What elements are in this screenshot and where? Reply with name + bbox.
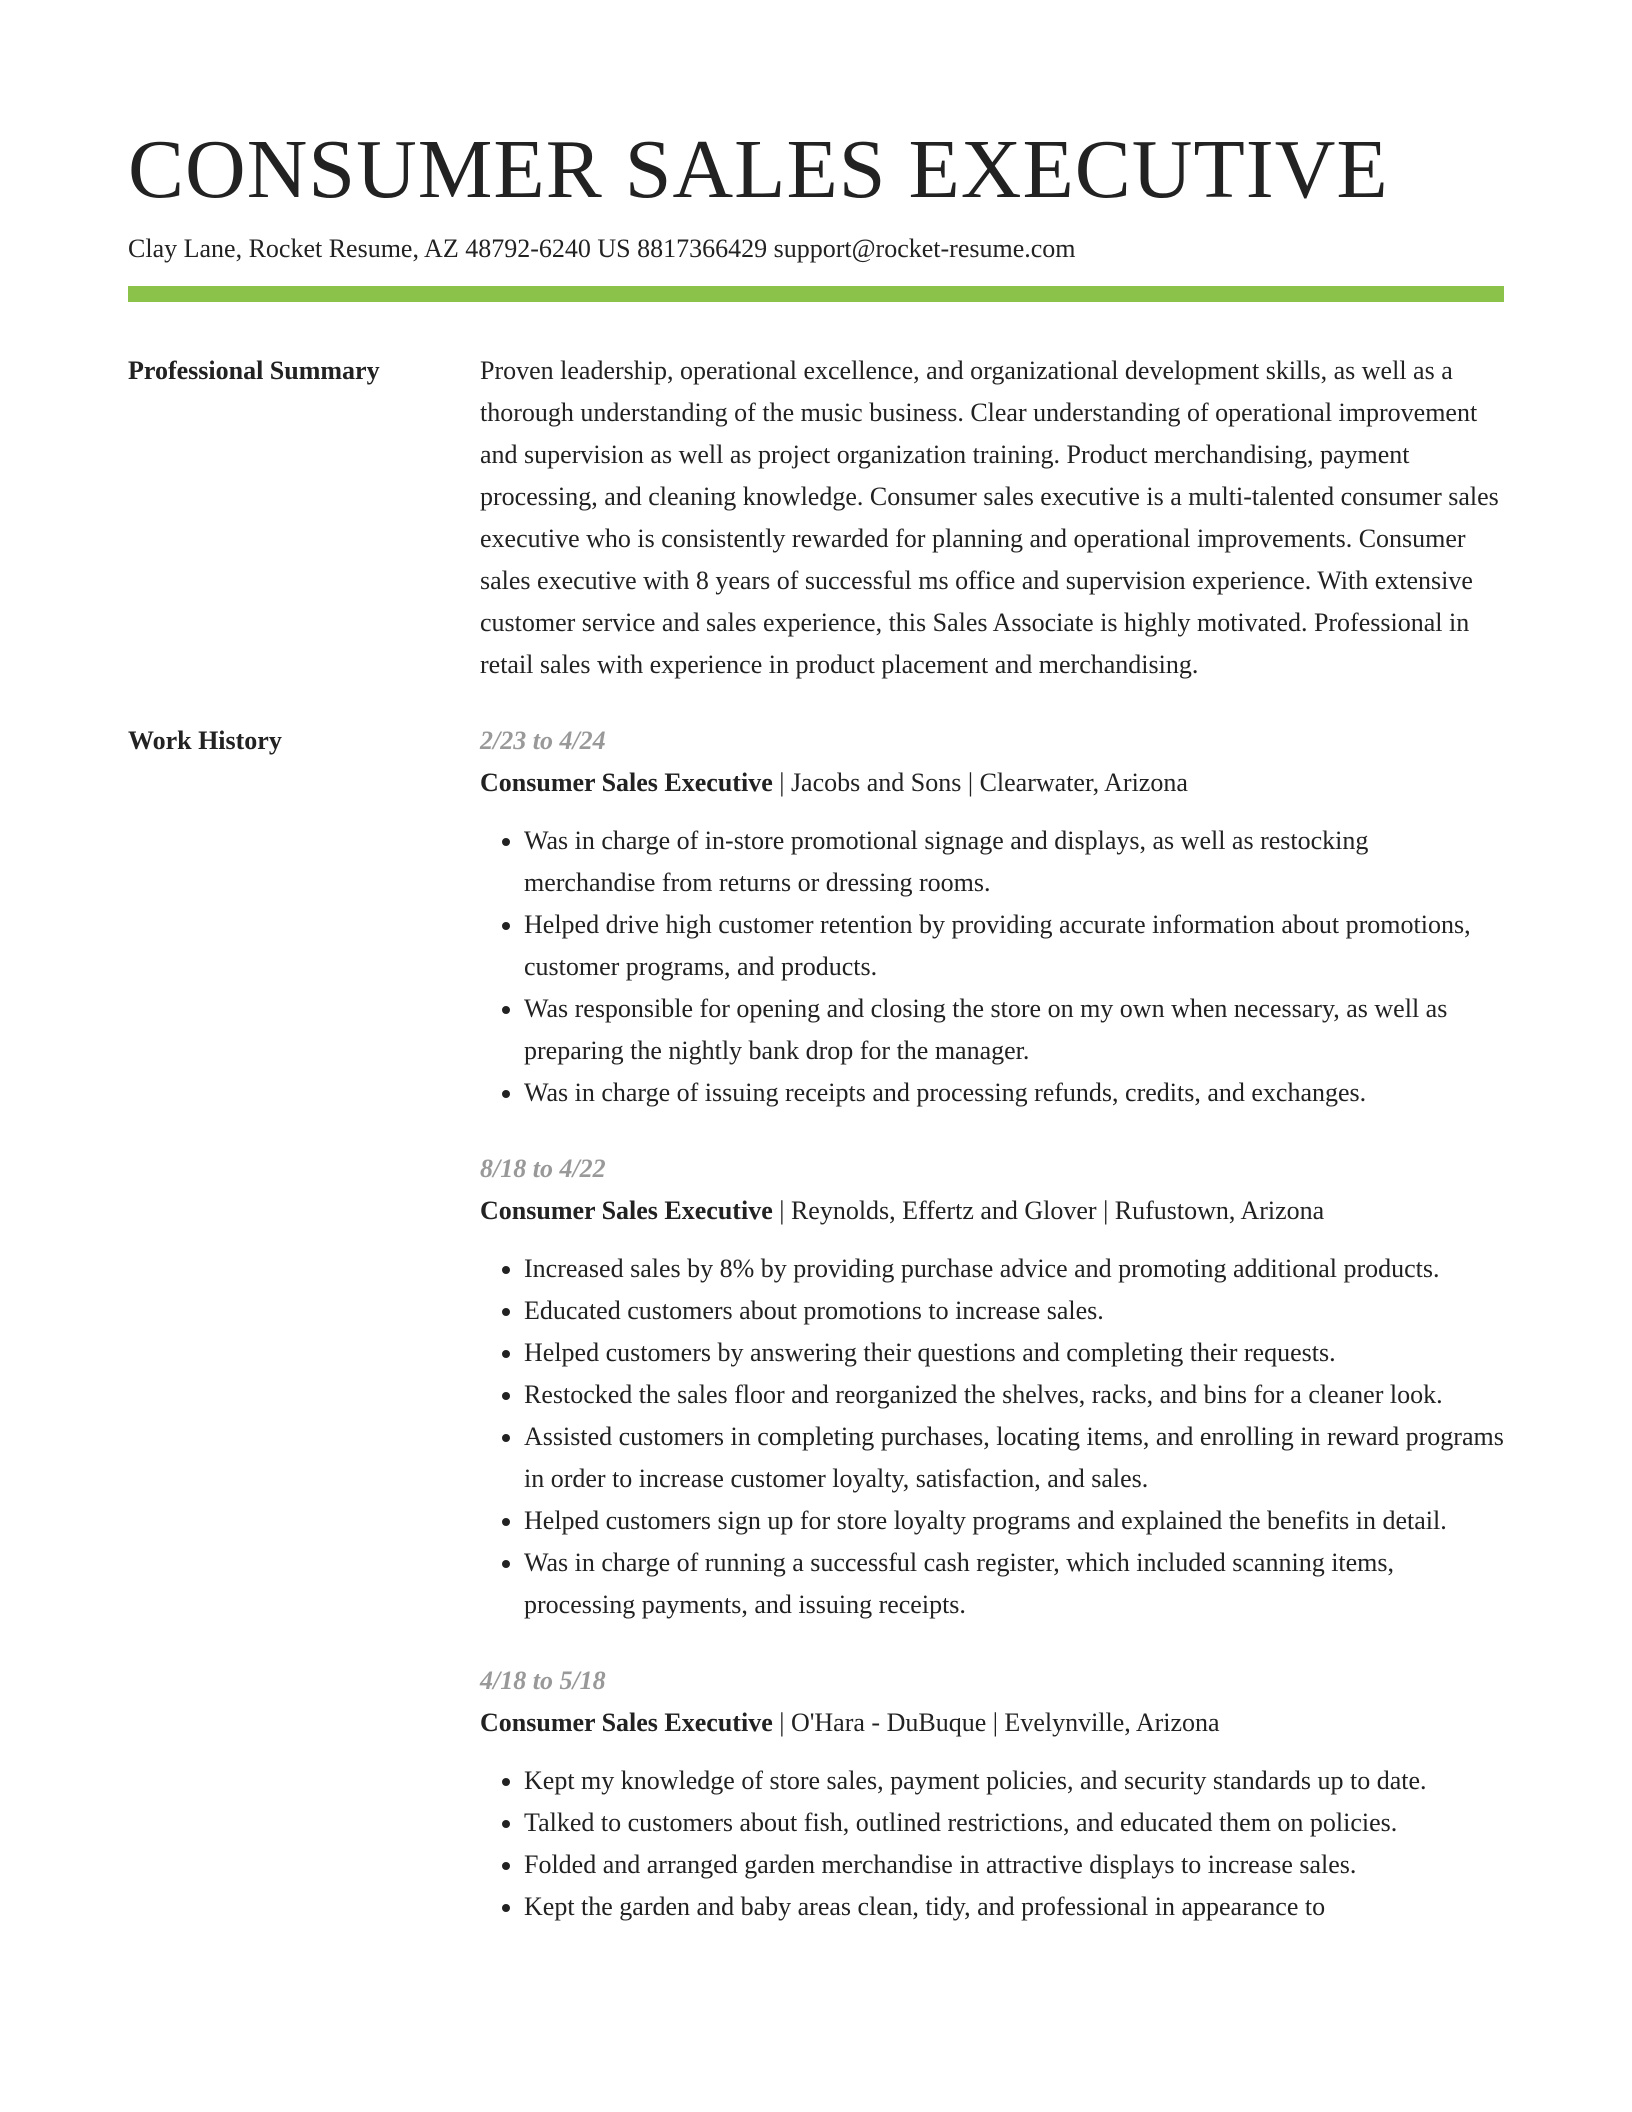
- job-title: Consumer Sales Executive: [480, 768, 773, 797]
- job-company-location: | Jacobs and Sons | Clearwater, Arizona: [772, 768, 1188, 797]
- job-bullet-list: [480, 820, 1504, 1114]
- job-bullet: • Assisted customers in completing purchases, locating items, and enrolling in reward programs in order to increase customer loyalty, satisfaction, and sales.: [524, 1416, 1504, 1500]
- job-bullet: • Increased sales by 8% by providing purchase advice and promoting additional products.: [524, 1248, 1504, 1290]
- professional-summary-section: [128, 350, 1504, 686]
- job-bullet: • Helped customers by answering their questions and completing their requests.: [524, 1332, 1504, 1374]
- job-bullet: • Was in charge of issuing receipts and processing refunds, credits, and exchanges.: [524, 1072, 1504, 1114]
- job-bullet: • Folded and arranged garden merchandise in attractive displays to increase sales.: [524, 1844, 1504, 1886]
- job-dates: 8/18 to 4/22: [480, 1154, 606, 1183]
- resume-name-heading: CONSUMER SALES EXECUTIVE: [128, 123, 1389, 216]
- job-bullet-list: [480, 1248, 1504, 1626]
- job-bullet: • Educated customers about promotions to increase sales.: [524, 1290, 1504, 1332]
- job-title-line: [480, 762, 1504, 804]
- job-bullet: • Restocked the sales floor and reorganized the shelves, racks, and bins for a cleaner look.: [524, 1374, 1504, 1416]
- job-bullet: • Talked to customers about fish, outlined restrictions, and educated them on policies.: [524, 1802, 1504, 1844]
- job-dates: 2/23 to 4/24: [480, 726, 606, 755]
- summary-body: [480, 350, 1504, 686]
- section-label-professional-summary: Professional Summary: [128, 356, 380, 385]
- job-bullet: • Was in charge of running a successful cash register, which included scanning items, processing payments, and issuing receipts.: [524, 1542, 1504, 1626]
- job-bullet: • Helped customers sign up for store loyalty programs and explained the benefits in detail.: [524, 1500, 1504, 1542]
- summary-text: Proven leadership, operational excellence, and organizational development skills, as well as a thorough understanding of the music business. Clear understanding of operational improvement and supervision as well as project organization training. Product merchandising, payment processing, and cleaning knowledge. Consumer sales executive is a multi-talented consumer sales executive who is consistently rewarded for planning and operational improvements. Consumer sales executive with 8 years of successful ms office and supervision experience. With extensive customer service and sales experience, this Sales Associate is highly motivated. Professional in retail sales with experience in product placement and merchandising.: [480, 356, 1499, 679]
- resume-page: [128, 120, 1504, 1928]
- job-bullet: • Kept the garden and baby areas clean, tidy, and professional in appearance to: [524, 1886, 1504, 1928]
- job-title-line: [480, 1702, 1504, 1744]
- job-title-line: [480, 1190, 1504, 1232]
- contact-info: Clay Lane, Rocket Resume, AZ 48792-6240 US 8817366429 support@rocket-resume.com: [128, 234, 1076, 263]
- job-title: Consumer Sales Executive: [480, 1196, 773, 1225]
- job-entry: [480, 1148, 1504, 1626]
- work-history-body: [480, 720, 1504, 1928]
- accent-divider: [128, 286, 1504, 302]
- job-bullet: • Kept my knowledge of store sales, payment policies, and security standards up to date.: [524, 1760, 1504, 1802]
- section-label-work-history: Work History: [128, 726, 282, 755]
- job-bullet: • Was in charge of in-store promotional signage and displays, as well as restocking merchandise from returns or dressing rooms.: [524, 820, 1504, 904]
- job-company-location: | Reynolds, Effertz and Glover | Rufustown, Arizona: [772, 1196, 1325, 1225]
- work-history-section: [128, 720, 1504, 1928]
- job-bullet-list: [480, 1760, 1504, 1928]
- job-entry: [480, 1660, 1504, 1928]
- job-company-location: | O'Hara - DuBuque | Evelynville, Arizona: [772, 1708, 1220, 1737]
- job-bullet: • Was responsible for opening and closing the store on my own when necessary, as well as preparing the nightly bank drop for the manager.: [524, 988, 1504, 1072]
- job-bullet: • Helped drive high customer retention by providing accurate information about promotions, customer programs, and products.: [524, 904, 1504, 988]
- job-dates: 4/18 to 5/18: [480, 1666, 606, 1695]
- job-entry: [480, 720, 1504, 1114]
- job-title: Consumer Sales Executive: [480, 1708, 773, 1737]
